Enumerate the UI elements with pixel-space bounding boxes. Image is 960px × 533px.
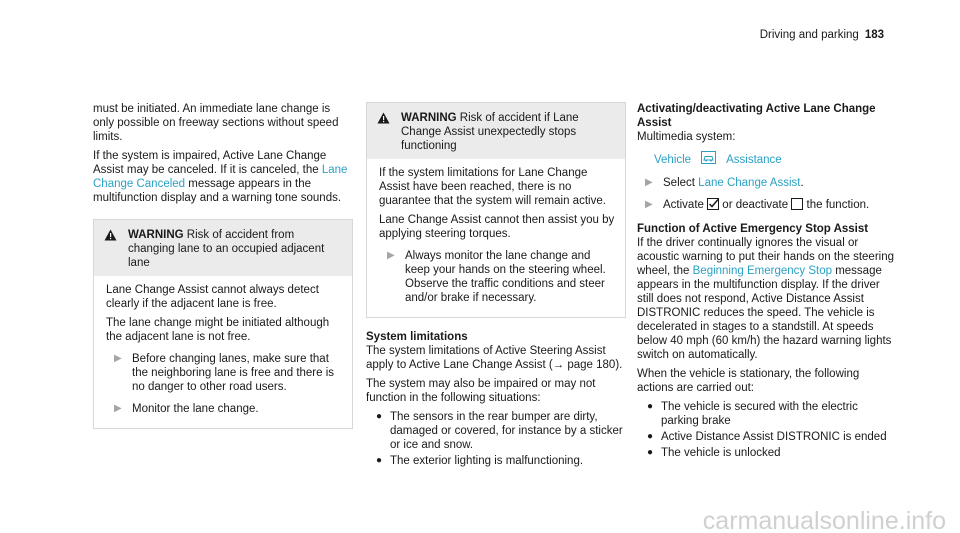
warning-triangle-icon: [377, 112, 391, 124]
menu-item-link: Lane Change Assist: [698, 177, 801, 189]
limitations-list: [376, 410, 626, 468]
display-message-link: Beginning Emergency Stop: [692, 265, 832, 277]
arrow-right-icon: ▶: [114, 353, 122, 364]
warning-body: [94, 276, 352, 428]
paragraph: When the vehicle is stationary, the following actions are carried out:: [637, 368, 860, 394]
warning-body: [367, 159, 625, 317]
multimedia-label: Multimedia system:: [637, 131, 736, 143]
instruction-step: ▶ Monitor the lane change.: [106, 402, 342, 416]
warning-box: [366, 102, 626, 318]
arrow-right-icon: ▶: [114, 403, 122, 414]
warning-box: [93, 219, 353, 429]
paragraph: Lane Change Assist cannot always detect clearly if the adjacent lane is free.: [106, 284, 319, 310]
column-right: [637, 102, 897, 462]
list-item: ● The exterior lighting is malfunctioning.: [376, 455, 584, 467]
instruction-step: ▶ Activate or deactivate the function.: [637, 198, 897, 214]
warning-header: [94, 220, 352, 276]
arrow-right-icon: ▶: [387, 250, 395, 261]
checked-box-icon: [707, 198, 719, 214]
warning-header: [367, 103, 625, 159]
instruction-step: ▶ Always monitor the lane change and keep your hands on the steering wheel. Observe the traffic conditions and steer and/or brake if necessary.: [379, 249, 615, 305]
section-title: Driving and parking: [759, 29, 859, 41]
paragraph: If the system limitations for Lane Change Assist have been reached, there is no guarantee that the system will remain active.: [379, 167, 606, 207]
instruction-step: ▶ Before changing lanes, make sure that the neighboring lane is free and there is no danger to other road users.: [106, 352, 342, 394]
paragraph: The system may also be impaired or may not function in the following situations:: [366, 378, 596, 404]
paragraph: If the driver continually ignores the visual or acoustic warning to put their hands on the steering wheel, the Beginning Emergency Stop message appears in the multifunction display. If the driver still does not respond, Active Distance Assist DISTRONIC reduces the speed. The vehicle is decelerated in stages to a standstill. At speeds below 40 mph (60 km/h) the hazard warning lights switch on automatically.: [637, 237, 894, 361]
system-limitations-section: [366, 330, 626, 468]
arrow-right-icon: ▶: [645, 177, 653, 188]
warning-title: Risk of accident if Lane Change Assist unexpectedly stops functioning: [401, 112, 579, 152]
watermark: carmanualsonline.info: [702, 507, 946, 533]
list-item: ● The vehicle is unlocked: [647, 447, 781, 459]
section-heading: Function of Active Emergency Stop Assist: [637, 223, 869, 235]
warning-triangle-icon: [104, 229, 118, 241]
arrow-right-icon: ▶: [645, 199, 653, 210]
menu-path: [637, 151, 897, 168]
section-heading: Activating/deactivating Active Lane Change Assist: [637, 103, 876, 129]
warning-label: WARNING: [128, 229, 184, 241]
paragraph: If the system is impaired, Active Lane Change Assist may be canceled. If it is canceled, the Lane Change Canceled message appears in the multifunction display and a warning tone sounds.: [93, 150, 348, 204]
instruction-step: ▶ Select Lane Change Assist.: [637, 176, 897, 190]
column-left: [93, 102, 353, 429]
warning-label: WARNING: [401, 112, 457, 124]
warning-title: Risk of accident from changing lane to an occupied adjacent lane: [128, 229, 325, 269]
section-heading: System limitations: [366, 331, 468, 343]
page-header: [760, 28, 884, 42]
menu-vehicle: Vehicle: [654, 153, 692, 166]
paragraph: The system limitations of Active Steering Assist apply to Active Lane Change Assist (→ page 180).: [366, 345, 623, 371]
column-middle: [366, 102, 626, 470]
paragraph: The lane change might be initiated although the adjacent lane is not free.: [106, 317, 330, 343]
paragraph: Lane Change Assist cannot then assist you by applying steering torques.: [379, 214, 615, 240]
list-item: ● The vehicle is secured with the electric parking brake: [647, 401, 858, 427]
display-message-link: Lane Change Canceled: [93, 164, 348, 190]
list-item: ● The sensors in the rear bumper are dirty, damaged or covered, for instance by a sticker or ice and snow.: [376, 411, 623, 451]
unchecked-box-icon: [791, 198, 803, 214]
page-number: 183: [864, 29, 884, 41]
list-item: ● Active Distance Assist DISTRONIC is ended: [647, 431, 887, 443]
paragraph: must be initiated. An immediate lane change is only possible on freeway sections without speed limits.: [93, 103, 339, 143]
menu-assistance: Assistance: [726, 153, 782, 166]
car-menu-icon: [701, 151, 716, 168]
actions-list: [647, 400, 897, 460]
